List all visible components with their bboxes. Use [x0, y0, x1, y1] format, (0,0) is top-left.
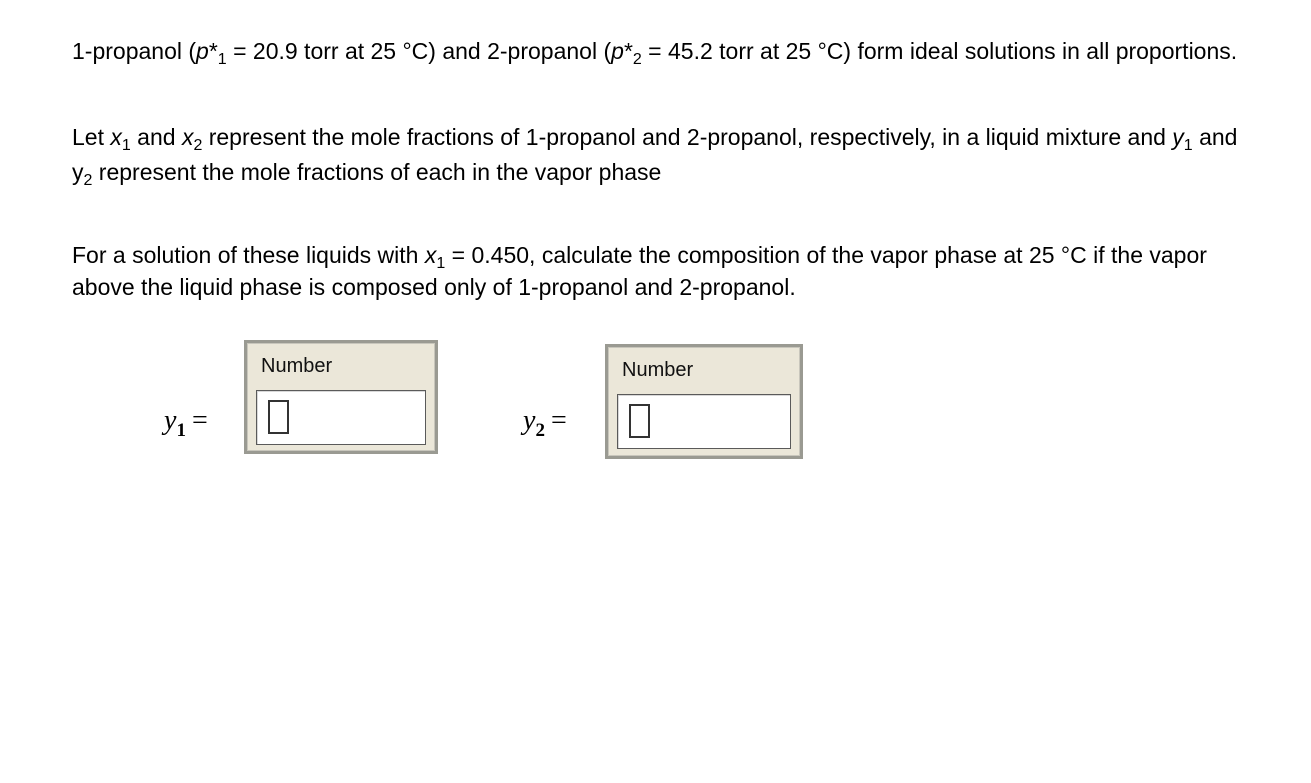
text-cursor-icon — [268, 400, 289, 434]
y1-answer-box — [244, 340, 438, 454]
problem-statement-intro: 1-propanol ($p*_1 = 20.9$ torr at 25 °C) and 2-propanol ($p*_2 = 45.2$ torr at 25 °C) form ideal solutions in all proportions. — [72, 38, 1238, 68]
problem-statement-question: For a solution of these liquids with $x_1 = 0.450$, calculate the composition of the vapor phase at 25 °C if the vapor above the liquid phase is composed only of 1-propanol and 2-propanol. — [72, 242, 1207, 300]
y1-equals-label: $y_1$ = — [164, 405, 208, 441]
y2-number-input[interactable] — [617, 394, 791, 449]
p-star-symbol: p — [611, 38, 624, 64]
y2-equals-label: $y_2$ = — [523, 405, 567, 441]
problem-statement-definitions: Let $x_1$ and $x_2$ represent the mole fractions of 1-propanol and 2-propanol, respectively, in a liquid mixture and $y_1$ and $y_2$ represent the mole fractions of each in the vapor phase — [72, 124, 1238, 189]
text-cursor-icon — [629, 404, 650, 438]
number-caption: Number — [261, 355, 333, 377]
y1-number-input[interactable] — [256, 390, 426, 445]
y2-answer-box — [605, 344, 803, 459]
p-star-symbol: p — [196, 38, 209, 64]
number-caption: Number — [622, 359, 694, 381]
